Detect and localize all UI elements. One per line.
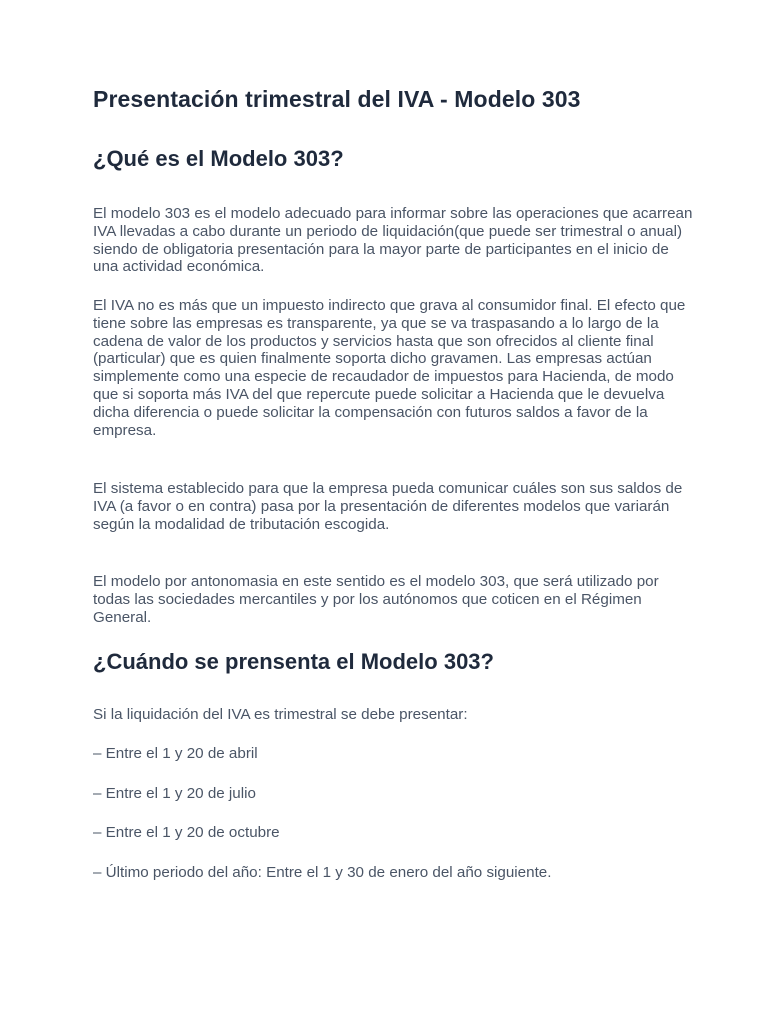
paragraph-4: El modelo por antonomasia en este sentido es el modelo 303, que será utilizado por todas las sociedades mercantiles y por los autónomos que coticen en el Régimen General. bbox=[93, 573, 659, 626]
paragraph-1: El modelo 303 es el modelo adecuado para informar sobre las operaciones que acarrean IVA llevadas a cabo durante un periodo de liquidación(que puede ser trimestral o anual) siendo de obligatoria presentación para la mayor parte de participantes en el inicio de una actividad económica. bbox=[93, 205, 693, 276]
deadline-item: – Entre el 1 y 20 de octubre bbox=[93, 824, 280, 841]
section-heading-when: ¿Cuándo se prensenta el Modelo 303? bbox=[93, 649, 494, 674]
deadline-intro: Si la liquidación del IVA es trimestral se debe presentar: bbox=[93, 706, 468, 723]
deadline-item: – Último periodo del año: Entre el 1 y 30 de enero del año siguiente. bbox=[93, 864, 552, 881]
paragraph-2: El IVA no es más que un impuesto indirecto que grava al consumidor final. El efecto que tiene sobre las empresas es transparente, ya que se va traspasando a lo largo de la cadena de valor de los productos y servicios hasta que son ofrecidos al cliente final (particular) que es quien finalmente soporta dicho gravamen. Las empresas actúan simplemente como una especie de recaudador de impuestos para Hacienda, de modo que si soporta más IVA del que repercute puede solicitar a Hacienda que le devuelva dicha diferencia o puede solicitar la compensación con futuros saldos a favor de la empresa. bbox=[93, 297, 686, 439]
deadline-item: – Entre el 1 y 20 de abril bbox=[93, 745, 258, 762]
document-title: Presentación trimestral del IVA - Modelo 303 bbox=[93, 86, 581, 112]
section-heading-what-is: ¿Qué es el Modelo 303? bbox=[93, 146, 344, 171]
paragraph-3: El sistema establecido para que la empresa pueda comunicar cuáles son sus saldos de IVA (a favor o en contra) pasa por la presentación de diferentes modelos que variarán según la modalidad de tributación escogida. bbox=[93, 480, 683, 533]
deadline-item: – Entre el 1 y 20 de julio bbox=[93, 785, 256, 802]
